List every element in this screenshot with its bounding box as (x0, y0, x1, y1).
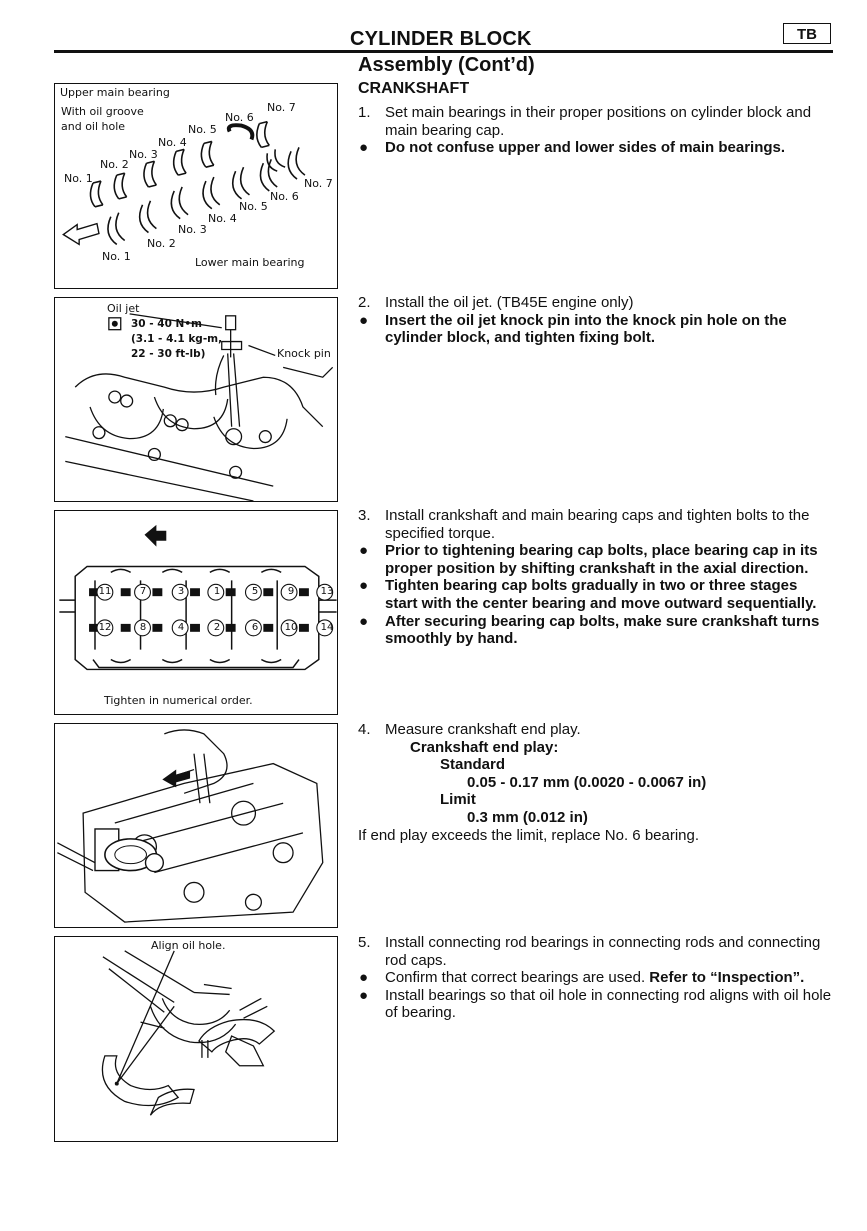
bullet-dot: ● (359, 612, 369, 630)
bolt-order-bottom-6: 10 (284, 622, 298, 633)
bolt-order-bottom-2: 8 (139, 622, 147, 633)
lower-bearing-no6: No. 6 (270, 190, 299, 203)
label-torque-kgm: (3.1 - 4.1 kg-m, (131, 333, 223, 345)
step-2-bullet-1-text: Insert the oil jet knock pin into the knock pin hole on the cylinder block, and tighten fixing bolt. (385, 311, 787, 347)
bullet-dot: ● (359, 542, 369, 560)
page-header-title: CYLINDER BLOCK (350, 28, 532, 50)
step-3-bullet-2-text: Tighten bearing cap bolts gradually in two or three stages start with the center bearing and move outward sequentially. (385, 577, 817, 612)
bullet-dot: ● (359, 139, 369, 157)
spec-standard-label: Standard (440, 756, 506, 774)
step-5-bullet-1-reference: Refer to “Inspection”. (649, 969, 805, 987)
upper-bearing-no4: No. 4 (158, 136, 187, 149)
step-3-number: 3. (358, 507, 371, 524)
lower-bearing-no5: No. 5 (239, 200, 268, 213)
step-1-bullet-1 (358, 139, 832, 157)
figure-main-bearings (54, 83, 338, 289)
bullet-dot: ● (359, 311, 369, 329)
bolt-order-top-1: 11 (98, 586, 112, 597)
bolt-order-top-6: 9 (287, 586, 295, 597)
upper-bearing-no5: No. 5 (188, 123, 217, 136)
step-3-text: Install crankshaft and main bearing caps and tighten bolts to the specified torque. (385, 507, 810, 542)
step-4-number: 4. (358, 721, 371, 738)
step-4-text: Measure crankshaft end play. (385, 721, 581, 738)
connecting-rod-illustration (55, 937, 337, 1141)
step-2-text-row (358, 294, 832, 312)
label-upper-main-bearing: Upper main bearing (60, 86, 170, 99)
spec-limit-label: Limit (440, 791, 476, 809)
step-5-text: Install connecting rod bearings in connecting rods and connecting rod caps. (385, 934, 821, 969)
section-title: Assembly (Cont’d) (358, 54, 535, 76)
lower-bearing-no7: No. 7 (304, 177, 333, 190)
step-3-bullet-1 (358, 542, 832, 577)
upper-bearing-no2: No. 2 (100, 158, 129, 171)
bolt-order-bottom-4: 2 (213, 622, 221, 633)
label-oil-groove-1: With oil groove (61, 105, 144, 118)
upper-bearing-no3: No. 3 (129, 148, 158, 161)
bolt-order-bottom-1: 12 (98, 622, 112, 633)
step-5-text-row (358, 934, 832, 969)
dial-gauge-illustration (55, 724, 337, 927)
step-3-bullet-2 (358, 577, 832, 612)
step-5-bullet-2 (358, 987, 832, 1022)
label-torque-nm: 30 - 40 N•m (131, 318, 202, 330)
step-3-bullet-1-text: Prior to tightening bearing cap bolts, place bearing cap in its proper position by shifting crankshaft in the axial direction. (385, 542, 818, 577)
spec-standard-value: 0.05 - 0.17 mm (0.0020 - 0.0067 in) (467, 773, 707, 791)
upper-bearing-no7: No. 7 (267, 101, 296, 114)
bolt-order-top-5: 5 (251, 586, 259, 597)
bolt-order-top-7: 13 (320, 586, 334, 597)
lower-bearing-no1: No. 1 (102, 250, 131, 263)
tightening-order-illustration (55, 511, 337, 714)
upper-bearing-no1: No. 1 (64, 172, 93, 185)
subsection-title: CRANKSHAFT (358, 80, 470, 97)
spec-limit-value: 0.3 mm (0.012 in) (467, 808, 588, 826)
step-1-text: Set main bearings in their proper positions on cylinder block and main bearing cap. (385, 104, 812, 139)
step-1-bullet-1-text: Do not confuse upper and lower sides of main bearings. (385, 139, 786, 157)
step-3-text-row (358, 507, 832, 542)
step-4-note: If end play exceeds the limit, replace No. 6 bearing. (358, 826, 700, 844)
bolt-order-bottom-3: 4 (177, 622, 185, 633)
step-5-bullet-1-text: Confirm that correct bearings are used. (385, 969, 650, 987)
spec-crankshaft-end-play: Crankshaft end play: (410, 738, 559, 756)
step-1 (358, 104, 832, 157)
figure-end-play-measurement (54, 723, 338, 928)
section-tab-badge: TB (783, 23, 831, 44)
figure-oil-jet (54, 297, 338, 502)
label-knock-pin: Knock pin (277, 347, 331, 360)
bullet-dot: ● (359, 986, 369, 1004)
step-1-number: 1. (358, 104, 371, 121)
step-5-bullet-1 (358, 969, 832, 987)
step-5 (358, 934, 832, 1022)
step-5-bullet-2-text: Install bearings so that oil hole in connecting rod aligns with oil hole of bearing. (385, 986, 832, 1022)
label-align-oil-hole: Align oil hole. (151, 939, 226, 952)
label-torque-ftlb: 22 - 30 ft-lb) (131, 348, 206, 360)
lower-bearing-no2: No. 2 (147, 237, 176, 250)
figure-connecting-rod-bearings (54, 936, 338, 1142)
upper-bearing-no6: No. 6 (225, 111, 254, 124)
step-1-text-row (358, 104, 832, 139)
step-4-text-row (358, 721, 832, 739)
step-2-text: Install the oil jet. (TB45E engine only) (385, 294, 634, 311)
bolt-order-top-2: 7 (139, 586, 147, 597)
caption-tighten-order: Tighten in numerical order. (104, 694, 253, 707)
step-2-number: 2. (358, 294, 371, 311)
bolt-order-bottom-5: 6 (251, 622, 259, 633)
step-5-number: 5. (358, 934, 371, 951)
figure-tightening-order (54, 510, 338, 715)
header-rule (54, 50, 833, 53)
step-2-bullet-1 (358, 312, 832, 347)
bolt-order-bottom-7: 14 (320, 622, 334, 633)
bolt-order-top-4: 1 (213, 586, 221, 597)
label-oil-jet: Oil jet (107, 302, 140, 315)
lower-bearing-no4: No. 4 (208, 212, 237, 225)
step-3 (358, 507, 832, 648)
step-4 (358, 721, 832, 844)
step-2 (358, 294, 832, 347)
step-3-bullet-3-text: After securing bearing cap bolts, make sure crankshaft turns smoothly by hand. (385, 612, 820, 648)
bolt-order-top-3: 3 (177, 586, 185, 597)
bullet-dot: ● (359, 577, 369, 595)
step-3-bullet-3 (358, 613, 832, 648)
bullet-dot: ● (359, 969, 369, 987)
label-lower-main-bearing: Lower main bearing (195, 256, 305, 269)
label-oil-groove-2: and oil hole (61, 120, 126, 133)
lower-bearing-no3: No. 3 (178, 223, 207, 236)
